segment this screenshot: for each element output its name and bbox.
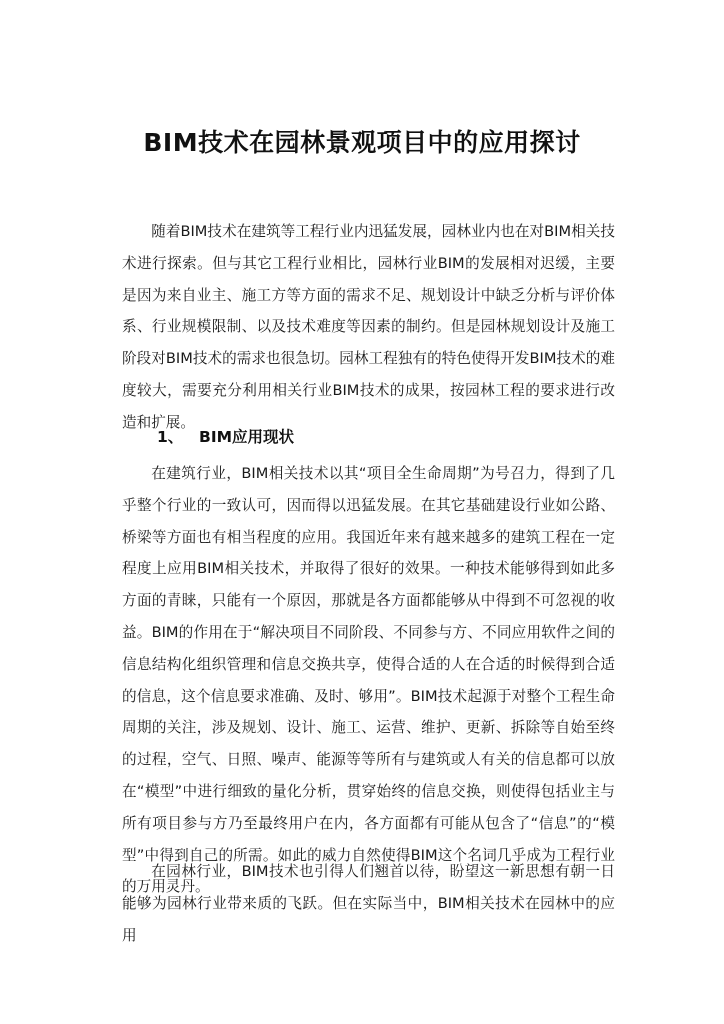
section-heading-text: BIM应用现状 — [199, 428, 295, 446]
document-title: BIM技术在园林景观项目中的应用探讨 — [143, 128, 581, 157]
section-paragraph-2: 在园林行业，BIM技术也引得人们翘首以待，盼望这一新思想有朝一日能够为园林行业带来质的飞跃。但在实际当中，BIM相关技术在园林中的应用 — [122, 863, 615, 944]
intro-paragraph: 随着BIM技术在建筑等工程行业内迅猛发展，园林业内也在对BIM相关技术进行探索。但与其它工程行业相比，园林行业BIM的发展相对迟缓，主要是因为来自业主、施工方等方面的需求不足、规划设计中缺乏分析与评价体系、行业规模限制、以及技术难度等因素的制约。但是园林规划设计及施工阶段对BIM技术的需求也很急切。园林工程独有的特色使得开发BIM技术的难度较大，需要充分利用相关行业BIM技术的成果，按园林工程的要求进行改造和扩展。 — [122, 223, 615, 431]
section-paragraph-1: 在建筑行业，BIM相关技术以其“项目全生命周期”为号召力，得到了几乎整个行业的一致认可，因而得以迅猛发展。在其它基础建设行业如公路、桥梁等方面也有相当程度的应用。我国近年来有越来越多的建筑工程在一定程度上应用BIM相关技术，并取得了很好的效果。一种技术能够得到如此多方面的青睐，只能有一个原因，那就是各方面都能够从中得到不可忽视的收益。BIM的作用在于“解决项目不同阶段、不同参与方、不同应用软件之间的信息结构化组织管理和信息交换共享，使得合适的人在合适的时候得到合适的信息，这个信息要求准确、及时、够用”。BIM技术起源于对整个工程生命周期的关注，涉及规划、设计、施工、运营、维护、更新、拆除等自始至终的过程，空气、日照、噪声、能源等等所有与建筑或人有关的信息都可以放在“模型”中进行细致的量化分析，贯穿始终的信息交换，则使得包括业主与所有项目参与方乃至最终用户在内，各方面都有可能从包含了“信息”的“模型”中得到自己的所需。如此的威力自然使得BIM这个名词几乎成为工程行业的万用灵丹。 — [122, 465, 615, 896]
section-number: 1、 — [157, 428, 184, 446]
section-heading — [157, 425, 294, 447]
